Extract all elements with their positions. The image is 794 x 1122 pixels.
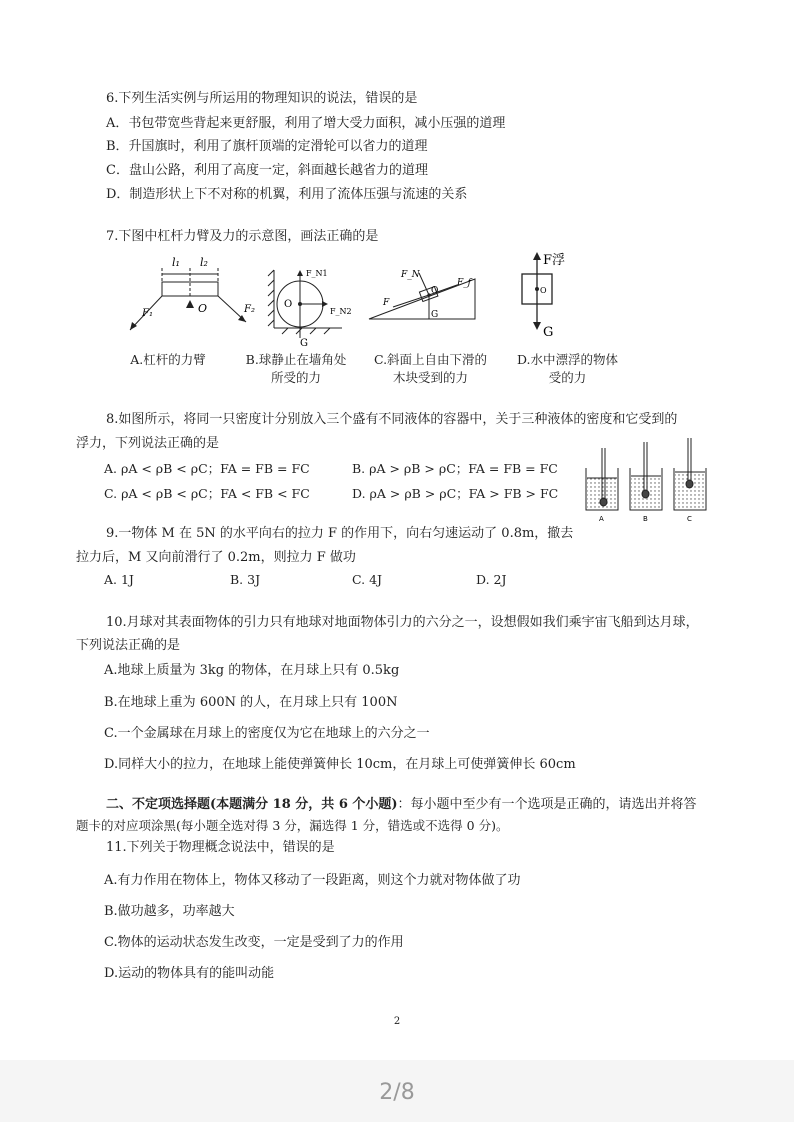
label-o: O (431, 286, 439, 296)
q9-stem-line1: 9.一物体 M 在 5N 的水平向右的拉力 F 的作用下，向右匀速运动了 0.8m，撤去 (106, 526, 574, 541)
q7-figure-b-ball (262, 262, 352, 347)
q9-option-a: A. 1J (104, 572, 134, 587)
caption-line: 所受的力 (270, 370, 321, 385)
q8-option-c: C. ρA < ρB < ρC；FA < FB < FC (104, 486, 310, 501)
q6-option-d: D．制造形状上下不对称的机翼，利用了流体压强与流速的关系 (106, 187, 468, 202)
caption-line: B.球静止在墙角处 (245, 352, 347, 367)
q8-stem-line2: 浮力，下列说法正确的是 (76, 436, 220, 451)
label-g: G (431, 310, 439, 320)
label-ff: F_f (457, 278, 472, 288)
label-f1: F₁ (142, 308, 153, 319)
label-fn: F_N (401, 270, 420, 280)
label-g: G (543, 325, 554, 340)
q8-figure-beakers (582, 438, 722, 524)
caption-line: 受的力 (548, 370, 587, 385)
q7-stem: 7.下图中杠杆力臂及力的示意图，画法正确的是 (106, 229, 379, 244)
label-o: O (284, 299, 293, 310)
label-l1: l₁ (172, 256, 180, 269)
q10-option-a: A.地球上质量为 3kg 的物体，在月球上只有 0.5kg (104, 663, 400, 678)
q11-option-b: B.做功越多，功率越大 (104, 904, 235, 919)
beaker-label-a: A (599, 515, 604, 523)
page-number: 2 (393, 1016, 401, 1027)
q8-option-b: B. ρA > ρB > ρC；FA = FB = FC (352, 461, 558, 476)
q9-option-b: B. 3J (230, 572, 261, 587)
label-o: O (540, 286, 547, 295)
q10-stem-line2: 下列说法正确的是 (76, 638, 181, 653)
section2-line2: 题卡的对应项涂黑(每小题全选对得 3 分，漏选得 1 分，错选或不选得 0 分)。 (76, 818, 509, 833)
q9-option-d: D. 2J (476, 572, 507, 587)
label-f2: F₂ (244, 304, 255, 315)
q9-option-c: C. 4J (352, 572, 383, 587)
q10-option-b: B.在地球上重为 600N 的人，在月球上只有 100N (104, 695, 398, 710)
q7-figure-d-float (510, 250, 585, 345)
label-o: O (198, 302, 208, 315)
beaker-label-c: C (687, 515, 692, 523)
q6-option-b: B．升国旗时，利用了旗杆顶端的定滑轮可以省力的道理 (106, 139, 428, 154)
label-ffloat: F浮 (543, 253, 566, 268)
q8-stem-line1: 8.如图所示，将同一只密度计分别放入三个盛有不同液体的容器中，关于三种液体的密度和它受到的 (106, 412, 678, 427)
label-l2: l₂ (200, 256, 208, 269)
section2-heading-rest: ：每小题中至少有一个选项是正确的，请选出并将答 (397, 797, 697, 812)
caption-line: C.斜面上自由下滑的 (373, 352, 488, 367)
q10-option-c: C.一个金属球在月球上的密度仅为它在地球上的六分之一 (104, 726, 430, 741)
q7-caption-a (108, 351, 228, 369)
q7-figure-c-incline (365, 265, 490, 325)
section2-heading (106, 797, 697, 813)
page-indicator: 2/8 (379, 1080, 415, 1105)
q11-option-d: D.运动的物体具有的能叫动能 (104, 966, 275, 981)
caption-line: D.水中漂浮的物体 (516, 352, 619, 367)
beaker-label-b: B (643, 515, 648, 523)
q11-stem: 11.下列关于物理概念说法中，错误的是 (106, 840, 335, 855)
q6-option-c: C．盘山公路，利用了高度一定，斜面越长越省力的道理 (106, 163, 428, 178)
label-f: F (383, 298, 390, 308)
label-fn2: F_N2 (330, 307, 352, 316)
label-g: G (300, 338, 308, 347)
q8-option-a: A. ρA < ρB < ρC；FA = FB = FC (104, 461, 310, 476)
q8-option-d: D. ρA > ρB > ρC；FA > FB > FC (352, 486, 559, 501)
q9-stem-line2: 拉力后，M 又向前滑行了 0.2m，则拉力 F 做功 (76, 550, 356, 565)
q11-option-a: A.有力作用在物体上，物体又移动了一段距离，则这个力就对物体做了功 (104, 873, 521, 888)
q10-option-d: D.同样大小的拉力，在地球上能使弹簧伸长 10cm，在月球上可使弹簧伸长 60cm (104, 757, 576, 772)
q7-figure-a-lever (120, 250, 270, 345)
q6-option-a: A．书包带宽些背起来更舒服，利用了增大受力面积，减小压强的道理 (106, 116, 506, 131)
q7-caption-c (368, 351, 493, 387)
caption-line: A.杠杆的力臂 (130, 352, 206, 367)
q10-stem-line1: 10.月球对其表面物体的引力只有地球对地面物体引力的六分之一，设想假如我们乘宇宙飞船到达月球， (106, 615, 699, 630)
q11-option-c: C.物体的运动状态发生改变，一定是受到了力的作用 (104, 935, 404, 950)
q7-caption-d (510, 351, 625, 387)
q6-stem: 6.下列生活实例与所运用的物理知识的说法，错误的是 (106, 91, 418, 106)
label-fn1: F_N1 (306, 269, 328, 278)
section2-heading-bold: 二、不定项选择题(本题满分 18 分，共 6 个小题) (106, 797, 398, 812)
q7-caption-b (236, 351, 356, 387)
caption-line: 木块受到的力 (392, 370, 468, 385)
